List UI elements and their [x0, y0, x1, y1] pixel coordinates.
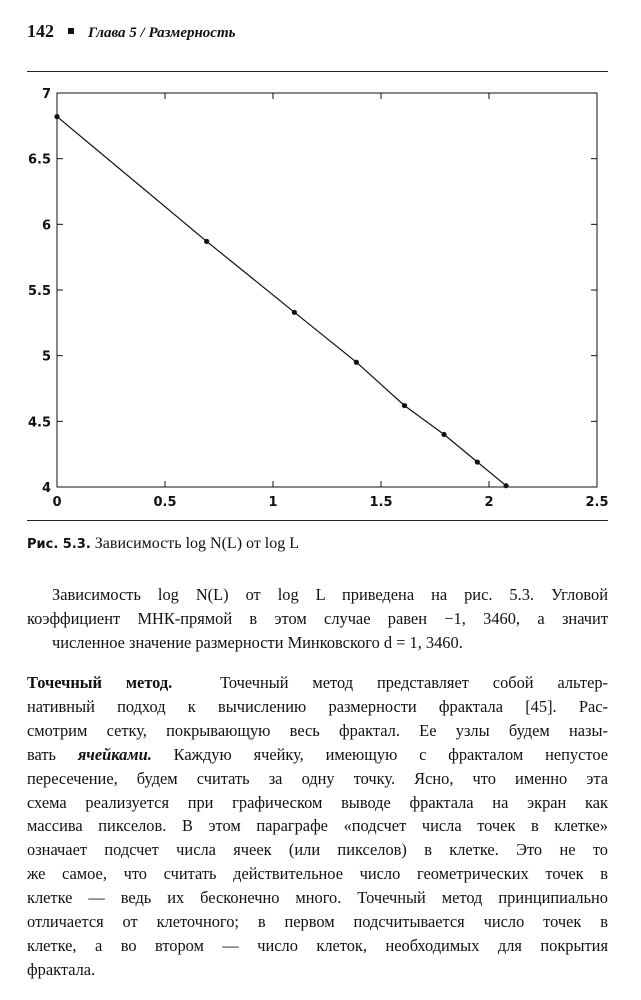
running-header	[27, 20, 236, 44]
paragraph-2-line	[27, 743, 608, 767]
paragraph-2-line: означает подсчет числа ячеек (или пикселов) в клетке. Это не то	[27, 840, 608, 860]
y-tick-label: 5	[41, 349, 51, 365]
paragraph-2-text: вать	[27, 744, 57, 764]
paragraph-2-line	[27, 671, 608, 695]
paragraph-2-line: же самое, что считать действительное число геометрических точек в	[27, 864, 608, 884]
paragraph-2-text: Каждую ячейку, имеющую с фракталом непустое	[173, 744, 608, 764]
x-tick-label: 0.5	[153, 495, 177, 510]
x-tick-label: 1	[268, 495, 278, 510]
page-number: 142	[27, 21, 54, 41]
series-line	[57, 117, 506, 486]
term-cells: ячейками.	[77, 744, 152, 764]
series-polyline	[57, 117, 506, 486]
y-tick-label: 6	[41, 218, 51, 234]
x-tick-label: 2.5	[585, 495, 609, 510]
x-tick-label: 0	[52, 495, 62, 510]
figure-label: Рис. 5.3.	[27, 537, 91, 552]
data-point	[54, 114, 59, 119]
y-tick-label: 7	[41, 87, 51, 102]
figure-caption-text: Зависимость log N(L) от log L	[94, 535, 300, 552]
data-point	[292, 310, 297, 315]
data-point	[402, 403, 407, 408]
section-heading: Точечный метод.	[27, 673, 173, 692]
figure-caption	[27, 535, 617, 553]
paragraph-2-line: смотрим сетку, покрывающую весь фрактал. Ее узлы будем назы-	[27, 720, 608, 740]
data-point	[204, 239, 209, 244]
paragraph-2-line: отличается от клеточного; в первом подсчитывается число точек в	[27, 912, 608, 932]
paragraph-2	[27, 671, 608, 982]
axis-ticks	[28, 87, 609, 510]
paragraph-2-text: Точечный метод представляет собой альтер-	[220, 673, 608, 692]
paragraph-1-line: численное значение размерности Минковского d = 1, 3460.	[52, 632, 463, 652]
chapter-title: Глава 5 / Размерность	[88, 25, 236, 41]
header-rule	[27, 71, 608, 72]
bullet-separator	[68, 28, 74, 34]
paragraph-2-line: схема реализуется при графическом выводе фрактала на экран как	[27, 792, 608, 812]
y-tick-label: 5.5	[27, 284, 51, 299]
paragraph-1	[27, 583, 608, 655]
paragraph-1-line: Зависимость log N(L) от log L приведена на рис. 5.3. Угловой	[52, 585, 608, 604]
paragraph-2-line: фрактала.	[27, 959, 96, 979]
paragraph-2-line: пересечение, будем считать за одну точку. Ясно, что именно эта	[27, 768, 608, 788]
figure-rule	[27, 520, 608, 521]
paragraph-2-line: массива пикселов. В этом параграфе «подсчет числа точек в клетке»	[27, 816, 608, 836]
data-point	[503, 483, 508, 488]
x-tick-label: 1.5	[369, 495, 393, 510]
y-tick-label: 4	[41, 481, 51, 496]
x-tick-label: 2	[484, 495, 494, 510]
data-point	[441, 432, 446, 437]
paragraph-2-line: клетке — ведь их бесконечно много. Точечный метод принципиально	[27, 888, 608, 908]
plot-border	[57, 93, 597, 487]
y-tick-label: 6.5	[27, 152, 51, 168]
paragraph-1-line: коэффициент МНК-прямой в этом случае равен −1, 3460, а значит	[27, 608, 608, 628]
paragraph-2-line: клетке, а во втором — число клеток, необходимых для покрытия	[27, 935, 608, 955]
paragraph-2-line: нативный подход к вычислению размерности фрактала [45]. Рас-	[27, 696, 608, 716]
y-tick-label: 4.5	[27, 415, 51, 431]
data-point	[354, 360, 359, 365]
data-point	[475, 459, 480, 464]
figure-chart	[0, 80, 641, 520]
plot-frame	[57, 93, 597, 487]
